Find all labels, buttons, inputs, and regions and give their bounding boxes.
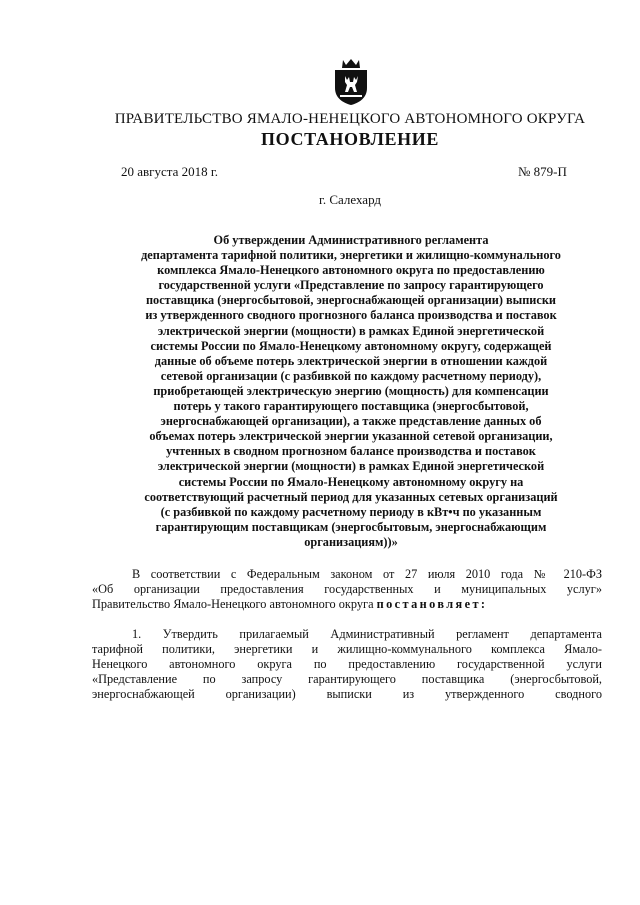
subject-line: данные об объеме потерь электрической энергии в отношении каждой bbox=[154, 353, 548, 368]
subject-line: комплекса Ямало-Ненецкого автономного округа по предоставлению bbox=[157, 263, 545, 278]
subject-line: приобретающей электрическую энергию (мощность) для компенсации bbox=[153, 383, 549, 398]
preamble-line bbox=[92, 597, 602, 612]
item-line: 1. Утвердить прилагаемый Административный регламент департамента bbox=[132, 627, 602, 641]
subject-line: Об утверждении Административного регламента bbox=[213, 233, 489, 247]
preamble-line: «Об организации предоставления государственных и муниципальных услуг» bbox=[92, 582, 602, 596]
subject-line: государственной услуги «Представление по запросу гарантирующего bbox=[158, 278, 544, 293]
subject-line: (с разбивкой по каждому расчетному периоду в кВт•ч по указанным bbox=[160, 504, 542, 519]
subject-line: системы России по Ямало-Ненецкому автономному округу, содержащей bbox=[150, 338, 552, 353]
government-title: ПРАВИТЕЛЬСТВО ЯМАЛО-НЕНЕЦКОГО АВТОНОМНОГО ОКРУГА bbox=[114, 111, 586, 127]
preamble-paragraph bbox=[92, 567, 602, 612]
document-type: ПОСТАНОВЛЕНИЕ bbox=[261, 129, 439, 149]
subject-line: организациям))» bbox=[304, 534, 398, 549]
item-line: «Представление по запросу гарантирующего поставщика (энергосбытовой, bbox=[92, 672, 602, 686]
subject-line: системы России по Ямало-Ненецкому автономному округу на bbox=[178, 474, 524, 489]
subject-line: объемах потерь электрической энергии указанной сетевой организации, bbox=[149, 429, 553, 444]
item-1-paragraph bbox=[92, 627, 602, 702]
subject-line: потерь у такого гарантирующего поставщика (энергосбытовой, bbox=[173, 399, 529, 414]
subject-line: гарантирующим поставщикам (энергосбытовым, энергоснабжающим bbox=[155, 519, 547, 534]
decree-word: постановляет: bbox=[376, 597, 488, 611]
document-subject bbox=[92, 233, 610, 550]
coat-of-arms-icon bbox=[331, 58, 371, 106]
document-number: № 879-П bbox=[518, 164, 567, 179]
subject-line: энергоснабжающей организации), а также представление данных об bbox=[160, 414, 542, 429]
subject-line: учтенных в сводном прогнозном балансе производства и поставок bbox=[166, 444, 536, 459]
subject-line: сетевой организации (с разбивкой по каждому расчетному периоду), bbox=[160, 368, 542, 383]
preamble-text: Правительство Ямало-Ненецкого автономного округа bbox=[92, 597, 377, 611]
item-line: Ненецкого автономного округа по предоставлению государственной услуги bbox=[92, 657, 602, 671]
item-line: тарифной политики, энергетики и жилищно-коммунального комплекса Ямало- bbox=[92, 642, 602, 656]
subject-line: электрической энергии (мощности) в рамках Единой энергетической bbox=[157, 459, 545, 474]
document-date: 20 августа 2018 г. bbox=[121, 164, 218, 179]
subject-line: электрической энергии (мощности) в рамках Единой энергетической bbox=[157, 323, 545, 338]
item-line: энергоснабжающей организации) выписки из утвержденного сводного bbox=[92, 687, 602, 701]
preamble-line: В соответствии с Федеральным законом от 27 июля 2010 года № 210-ФЗ bbox=[132, 567, 602, 581]
subject-line: из утвержденного сводного прогнозного баланса производства и поставок bbox=[145, 308, 557, 323]
document-city: г. Салехард bbox=[318, 192, 382, 207]
subject-line: департамента тарифной политики, энергетики и жилищно-коммунального bbox=[141, 248, 561, 263]
subject-line: соответствующий расчетный период для указанных сетевых организаций bbox=[144, 489, 558, 504]
subject-line: поставщика (энергосбытовой, энергоснабжающей организации) выписки bbox=[145, 293, 557, 308]
